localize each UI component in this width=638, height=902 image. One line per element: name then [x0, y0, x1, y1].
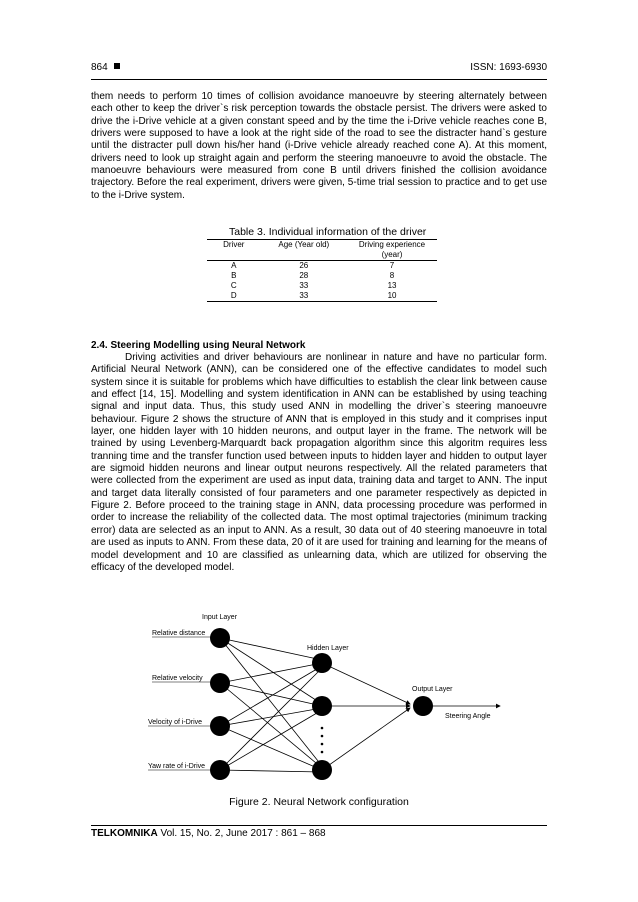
table-cell: A [231, 261, 237, 270]
table-cell: 28 [299, 271, 309, 280]
output-neuron [413, 696, 433, 716]
intro-paragraph: them needs to perform 10 times of collision avoidance manoeuvre by steering alternately between each other to keep the driver`s risk perception towards the obstacle persist. The drivers were asked to drive the i-Drive vehicle at a given constant speed and by the time the i-Drive vehicle reaches cone B, drivers were supposed to have a look at the right side of the road to see the distracter hand`s gesture until the distracter pull down his/her hand (i-Drive vehicle already reached cone A). At this moment, drivers need to look up straight again and perform the steering manoeuvre to avoid the obstacle. The manoeuvre behaviours were measured from cone B until drivers finished the collision avoidance trajectory. Before the real experiment, drivers were given, 5-time trial session to practice and to get use to the i-Drive system. [91, 91, 547, 201]
footer-rule [91, 825, 547, 826]
square-bullet-icon [114, 63, 120, 69]
footer [91, 828, 326, 839]
section-title: 2.4. Steering Modelling using Neural Network [91, 340, 306, 351]
table-cell: 10 [387, 291, 397, 300]
table-cell: 8 [389, 271, 395, 280]
table-cell: 33 [299, 281, 309, 290]
journal-name: TELKOMNIKA [91, 828, 158, 839]
hidden-neuron [312, 760, 332, 780]
input-neuron [210, 628, 230, 648]
input-label: Yaw rate of i-Drive [148, 763, 206, 770]
table-cell: 13 [387, 281, 397, 290]
table-header-row [207, 240, 437, 261]
figure-caption: Figure 2. Neural Network configuration [229, 796, 409, 808]
table-header-cell: Driving experience (year) [358, 240, 426, 259]
hidden-neuron [312, 696, 332, 716]
output-layer-label: Output Layer [412, 686, 453, 693]
input-label: Velocity of i-Drive [148, 719, 203, 726]
table-cell: B [231, 271, 237, 280]
input-label: Relative velocity [152, 675, 203, 682]
hidden-layer-label: Hidden Layer [307, 645, 349, 652]
input-neuron [210, 673, 230, 693]
table-cell: D [230, 291, 237, 300]
table-cell: 26 [299, 261, 309, 270]
table-row [207, 291, 437, 302]
input-neuron [210, 760, 230, 780]
header-rule [91, 79, 547, 80]
table-row [207, 281, 437, 291]
output-label: Steering Angle [445, 713, 491, 720]
input-label: Relative distance [152, 630, 206, 637]
table-header-cell: Age (Year old) [278, 240, 330, 249]
page-number: 864 [91, 62, 108, 73]
citation: Vol. 15, No. 2, June 2017 : 861 – 868 [157, 828, 326, 839]
table-row [207, 261, 437, 272]
section-paragraph: Driving activities and driver behaviours are nonlinear in nature and have no particular form. Artificial Neural Network (ANN), can be considered one of the effective candidates to model such system since it is suitable for problems which have difficulties to establish the clear link between cause and effect [14, 15]. Modelling and system identification in ANN can be established by using teaching signal and input data. Thus, this study used ANN in modelling the driver`s steering manoeuvre behaviour. Figure 2 shows the structure of ANN that is employed in this study and it comprises input layer, one hidden layer with 10 hidden neurons, and output layer in the frame. The network will be trained by using Levenberg-Marquardt back propagation algorithm since this algoritm requires less tranning time and the transfer function used between inputs to hidden layer and hidden to output layer are sigmoid hidden neurons and linear output neurons respectively. All the related parameters that were collected from the experiment are used as input data, training data and target to ANN. The input and target data literally consisted of four parameters and one parameter respectively as depicted in Figure 2. Before proceed to the training stage in ANN, data processing procedure was performed in order to increase the reliability of the collected data. The most optimal trajectories (minimum tracking error) data are selected as an input to ANN. As a result, 30 data out of 40 steering manoeuvre in total are used as inputs to ANN. From these data, 20 of it are used for training and learning for the means of model development and 10 are classified as unlearning data, which are utilized for observing the efficacy of the developed model. [91, 352, 547, 573]
connections [220, 638, 500, 772]
table-cell: 33 [299, 291, 309, 300]
table-header-cell: Driver [223, 240, 245, 249]
hidden-neuron [312, 653, 332, 673]
issn: ISSN: 1693-6930 [470, 62, 547, 73]
neural-network-diagram [140, 608, 510, 783]
page-header-left [91, 62, 120, 73]
input-neuron [210, 716, 230, 736]
table-row [207, 271, 437, 281]
table-caption: Table 3. Individual information of the driver [229, 226, 427, 238]
table-cell: 7 [389, 261, 395, 270]
hidden-ellipsis [321, 727, 324, 754]
driver-table [207, 239, 437, 302]
input-layer-label: Input Layer [202, 614, 238, 621]
table-cell: C [230, 281, 237, 290]
